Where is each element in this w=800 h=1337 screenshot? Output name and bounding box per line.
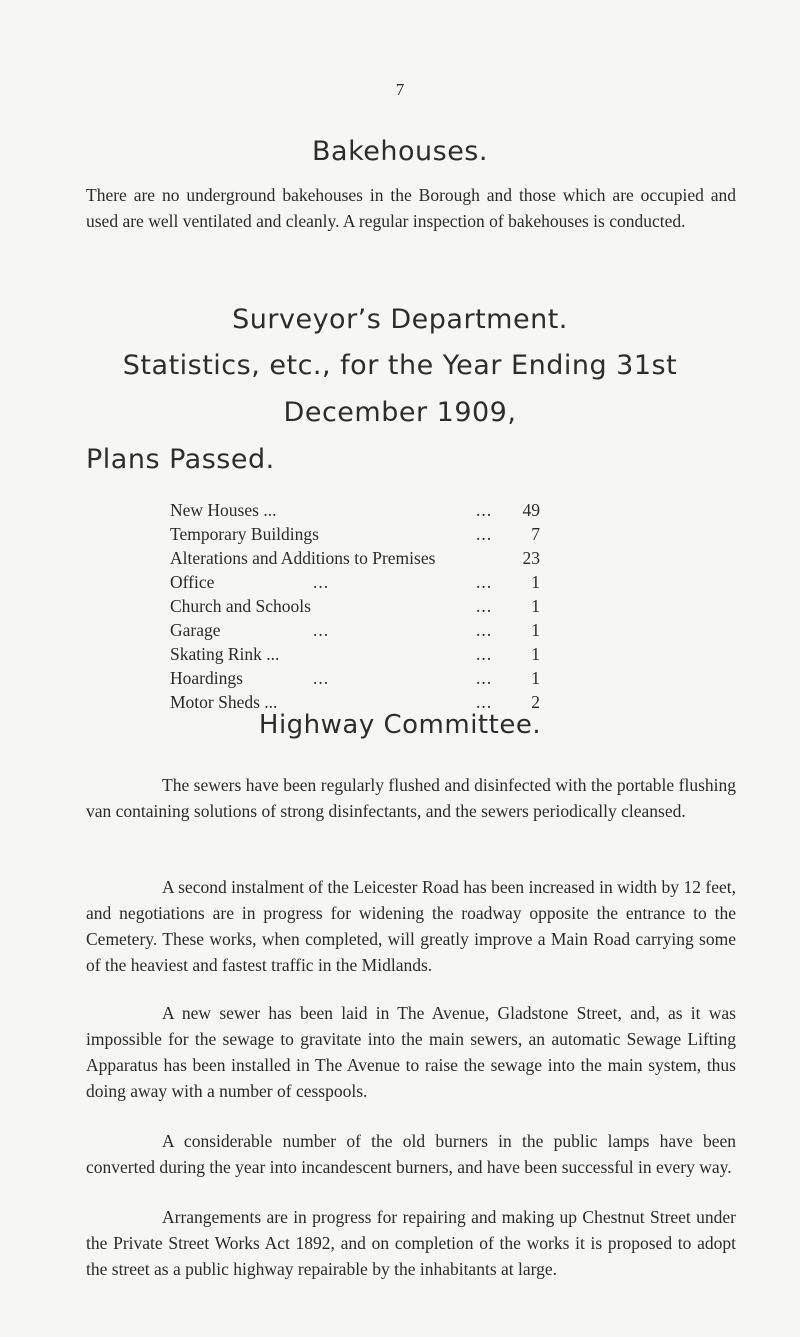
plan-label: Temporary Buildings: [170, 524, 319, 544]
plan-count: 49: [522, 500, 540, 520]
table-row: [170, 570, 550, 594]
statistics-date-heading: December 1909,: [283, 397, 517, 428]
highway-paragraph: Arrangements are in progress for repairing and making up Chestnut Street under the Private Street Works Act 1892, and on completion of the works it is proposed to adopt the street as a public highway repairable by the inhabitants at large.: [86, 1207, 736, 1279]
highway-paragraph: The sewers have been regularly flushed and disinfected with the portable flushing van containing solutions of strong disinfectants, and the sewers periodically cleansed.: [86, 775, 736, 821]
highway-paragraph: A considerable number of the old burners in the public lamps have been converted during the year into incandescent burners, and have been successful in every way.: [86, 1131, 736, 1177]
dot-leader: ...: [476, 644, 493, 664]
plan-label: Garage: [170, 620, 221, 640]
table-row: [170, 522, 550, 546]
dot-leader: ...: [476, 620, 493, 640]
plan-count: 2: [531, 692, 540, 712]
plan-count: 23: [522, 548, 540, 568]
highway-committee-heading: Highway Committee.: [258, 710, 542, 740]
plan-count: 7: [531, 524, 540, 544]
plan-count: 1: [531, 572, 540, 592]
dot-leader: ...: [476, 524, 493, 544]
surveyor-heading: Surveyor’s Department.: [232, 304, 568, 335]
highway-paragraph: A second instalment of the Leicester Road has been increased in width by 12 feet, and negotiations are in progress for widening the roadway opposite the entrance to the Cemetery. These works, when completed, will greatly improve a Main Road carrying some of the heaviest and fastest traffic in the Midlands.: [86, 877, 736, 975]
plan-count: 1: [531, 620, 540, 640]
dot-leader: ...: [476, 692, 493, 712]
plan-label: Motor Sheds ...: [170, 692, 278, 712]
dot-leader: ...: [313, 620, 330, 640]
dot-leader: ...: [476, 596, 493, 616]
table-row: [170, 642, 550, 666]
table-row: [170, 546, 550, 570]
plan-label: Hoardings: [170, 668, 243, 688]
table-row: [170, 666, 550, 690]
dot-leader: ...: [313, 572, 330, 592]
bakehouses-heading: Bakehouses.: [312, 136, 488, 167]
plans-passed-heading: Plans Passed.: [86, 444, 275, 475]
bakehouses-paragraph: There are no underground bakehouses in the Borough and those which are occupied and used are well ventilated and cleanly. A regular inspection of bakehouses is conducted.: [86, 185, 736, 231]
dot-leader: ...: [313, 668, 330, 688]
plans-passed-table: [170, 498, 550, 714]
highway-paragraph: A new sewer has been laid in The Avenue, Gladstone Street, and, as it was impossible for the sewage to gravitate into the main sewers, an automatic Sewage Lifting Apparatus has been installed in The Avenue to raise the sewage into the main system, thus doing away with a number of cesspools.: [86, 1003, 736, 1101]
dot-leader: ...: [476, 572, 493, 592]
statistics-heading: Statistics, etc., for the Year Ending 31st: [122, 350, 678, 381]
table-row: [170, 618, 550, 642]
plan-label: Church and Schools: [170, 596, 311, 616]
dot-leader: ...: [476, 668, 493, 688]
plan-label: Alterations and Additions to Premises: [170, 548, 436, 568]
dot-leader: ...: [476, 500, 493, 520]
plan-count: 1: [531, 644, 540, 664]
table-row: [170, 594, 550, 618]
table-row: [170, 498, 550, 522]
plan-label: New Houses ...: [170, 500, 277, 520]
plan-count: 1: [531, 668, 540, 688]
plan-count: 1: [531, 596, 540, 616]
page-number: 7: [395, 80, 405, 99]
plan-label: Skating Rink ...: [170, 644, 280, 664]
plan-label: Office: [170, 572, 215, 592]
